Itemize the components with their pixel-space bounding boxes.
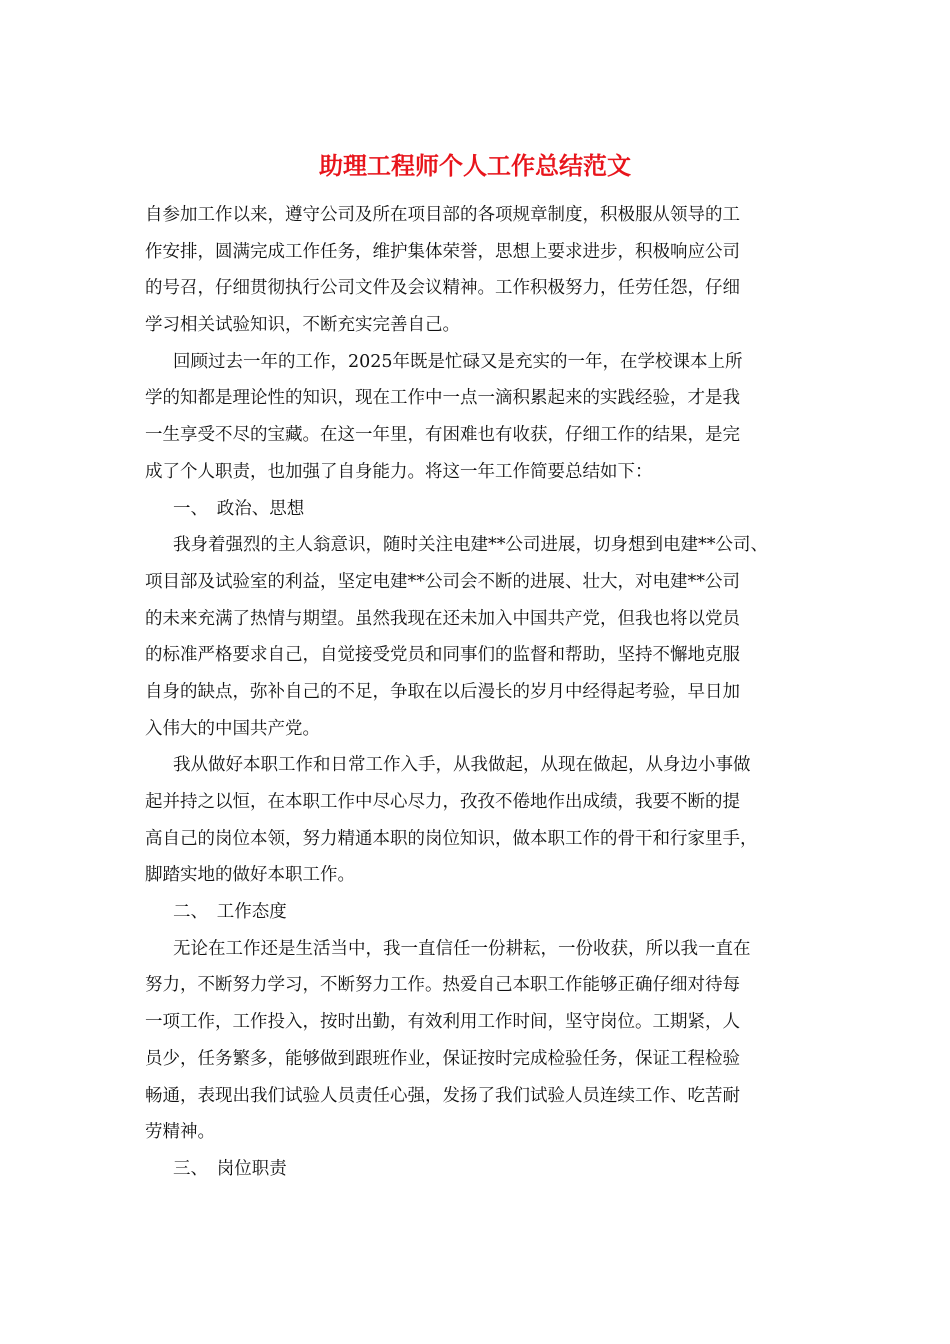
text-line: 项目部及试验室的利益，坚定电建**公司会不断的进展、壮大，对电建**公司 bbox=[145, 571, 740, 592]
document-body bbox=[145, 197, 815, 1188]
text-line: 入伟大的中国共产党。 bbox=[145, 718, 320, 739]
text-line: 员少，任务繁多，能够做到跟班作业，保证按时完成检验任务，保证工程检验 bbox=[145, 1048, 740, 1069]
text-line: 的号召，仔细贯彻执行公司文件及会议精神。工作积极努力，任劳任怨，仔细 bbox=[145, 278, 740, 299]
text-line: 学习相关试验知识，不断充实完善自己。 bbox=[145, 315, 460, 336]
text-line: 的未来充满了热情与期望。虽然我现在还未加入中国共产党，但我也将以党员 bbox=[145, 608, 740, 629]
text-line: 起并持之以恒，在本职工作中尽心尽力，孜孜不倦地作出成绩，我要不断的提 bbox=[145, 792, 740, 812]
document-title: 助理工程师个人工作总结范文 bbox=[319, 151, 631, 180]
text-line: 努力，不断努力学习，不断努力工作。热爱自己本职工作能够正确仔细对待每 bbox=[145, 975, 740, 996]
text-line: 高自己的岗位本领，努力精通本职的岗位知识，做本职工作的骨干和行家里手， bbox=[145, 828, 758, 849]
text-line: 成了个人职责，也加强了自身能力。将这一年工作简要总结如下： bbox=[145, 461, 653, 482]
text-line: 学的知都是理论性的知识，现在工作中一点一滴积累起来的实践经验，才是我 bbox=[145, 388, 740, 409]
text-line: 脚踏实地的做好本职工作。 bbox=[145, 865, 355, 886]
text-line: 作安排，圆满完成工作任务，维护集体荣誉，思想上要求进步，积极响应公司 bbox=[145, 241, 740, 262]
text-line: 自身的缺点，弥补自己的不足，争取在以后漫长的岁月中经得起考验，早日加 bbox=[145, 681, 740, 702]
text-line: 回顾过去一年的工作，2025年既是忙碌又是充实的一年，在学校课本上所 bbox=[173, 351, 743, 372]
text-line: 我身着强烈的主人翁意识，随时关注电建**公司进展，切身想到电建**公司、 bbox=[173, 535, 768, 556]
text-line: 劳精神。 bbox=[145, 1122, 215, 1143]
text-line: 我从做好本职工作和日常工作入手，从我做起，从现在做起，从身边小事做 bbox=[173, 755, 751, 776]
section-heading: 一、 政治、思想 bbox=[173, 498, 305, 519]
text-line: 无论在工作还是生活当中，我一直信任一份耕耘，一份收获，所以我一直在 bbox=[173, 938, 751, 959]
section-heading: 三、 岗位职责 bbox=[173, 1158, 287, 1179]
text-line: 一项工作，工作投入，按时出勤，有效利用工作时间，坚守岗位。工期紧，人 bbox=[145, 1012, 740, 1033]
text-line: 自参加工作以来，遵守公司及所在项目部的各项规章制度，积极服从领导的工 bbox=[145, 205, 740, 225]
text-line: 的标准严格要求自己，自觉接受党员和同事们的监督和帮助，坚持不懈地克服 bbox=[145, 645, 740, 666]
section-heading: 二、 工作态度 bbox=[173, 902, 287, 923]
text-line: 一生享受不尽的宝藏。在这一年里，有困难也有收获，仔细工作的结果，是完 bbox=[145, 425, 740, 446]
text-line: 畅通，表现出我们试验人员责任心强，发扬了我们试验人员连续工作、吃苦耐 bbox=[145, 1085, 740, 1106]
